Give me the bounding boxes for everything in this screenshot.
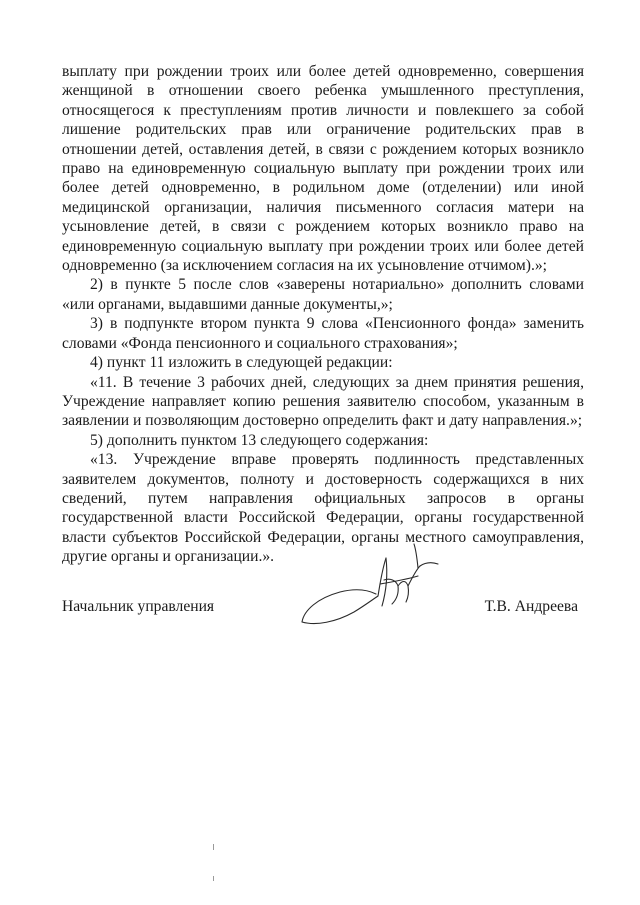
scan-mark [213,844,214,850]
paragraph-item-3: 3) в подпункте втором пункта 9 слова «Пенсионного фонда» заменить словами «Фонда пенсионного и социального страхования»; [62,315,584,352]
scan-mark [213,876,214,881]
paragraph-item-2: 2) в пункте 5 после слов «заверены нотариально» дополнить словами «или органами, выдавшими данные документы,»; [62,276,584,313]
signatory-name: Т.В. Андреева [484,598,578,615]
paragraph-clause-11: «11. В течение 3 рабочих дней, следующих за днем принятия решения, Учреждение направляет копию решения заявителю способом, указанным в заявлении и позволяющим достоверно определить факт и дату направления.»; [62,373,584,430]
paragraph-continuation: выплату при рождении троих или более детей одновременно, совершения женщиной в отношении своего ребенка умышленного преступления, относящегося к преступлениям против личности и повлекшего за собой лишение родительских прав или ограничение родительских прав в отношении детей, оставления детей, в связи с рождением которых возникло право на единовременную социальную выплату при рождении троих или более детей одновременно, в родильном доме (отделении) или иной медицинской организации, наличия письменного согласия матери на усыновление детей, в связи с рождением которых возникло право на единовременную социальную выплату при рождении троих или более детей одновременно (за исключением согласия на их усыновление отчимом).»; [62,63,584,275]
document-body [62,62,584,567]
paragraph-item-5: 5) дополнить пунктом 13 следующего содержания: [90,431,429,449]
paragraph-item-4: 4) пункт 11 изложить в следующей редакции: [90,354,393,372]
handwritten-signature [296,540,446,640]
paragraph-clause-13: «13. Учреждение вправе проверять подлинность представленных заявителем документов, полноту и достоверность содержащихся в них сведений, путем направления официальных запросов в органы государственной власти Российской Федерации, органы государственной власти субъектов Российской Федерации, органы местного самоуправления, другие органы и организации.». [62,451,584,566]
signatory-position: Начальник управления [62,598,215,615]
